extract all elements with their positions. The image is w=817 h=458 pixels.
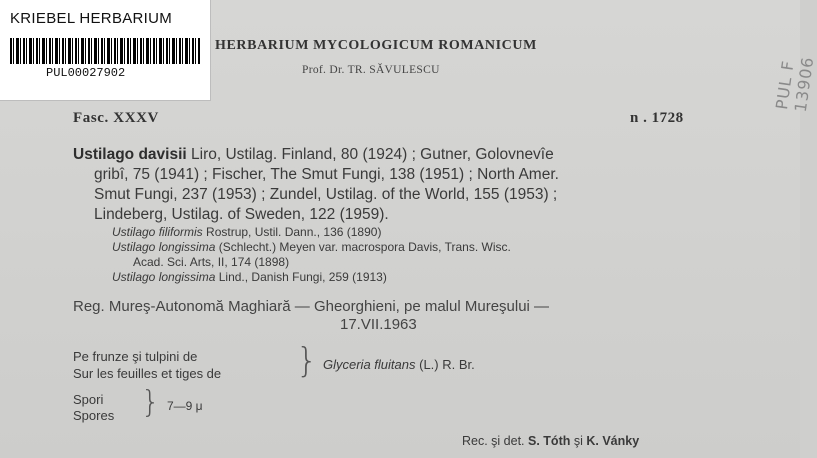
synonym-1: Ustilago filiformis Rostrup, Ustil. Dann., 136 (1890) [112, 225, 382, 239]
fascicle-label: Fasc. XXXV [73, 110, 159, 126]
spores-brace: } [141, 385, 161, 420]
synonym-2: Ustilago longissima (Schlecht.) Meyen var. macrospora Davis, Trans. Wisc. [112, 240, 511, 254]
synonym-3: Ustilago longissima Lind., Danish Fungi, 259 (1913) [112, 270, 387, 284]
spores-label-ro: Spori [73, 392, 104, 407]
citation-line-2: gribî, 75 (1941) ; Fischer, The Smut Fungi, 138 (1951) ; North Amer. [94, 166, 559, 183]
host-species: Glyceria fluitans [323, 357, 416, 372]
specimen-barcode-label [0, 0, 211, 101]
host-label-ro: Pe frunze şi tulpini de [73, 349, 198, 364]
host-brace: } [296, 341, 318, 381]
specimen-number: n . 1728 [630, 110, 684, 126]
citation-line-4: Lindeberg, Ustilag. of Sweden, 122 (1959). [94, 206, 389, 223]
collector-conj: şi [573, 434, 583, 448]
herbarium-title: HERBARIUM MYCOLOGICUM ROMANICUM [215, 38, 537, 53]
collection-date: 17.VII.1963 [340, 316, 417, 333]
institution-name: KRIEBEL HERBARIUM [10, 10, 173, 27]
host-label-fr: Sur les feuilles et tiges de [73, 366, 222, 381]
citation-line-3: Smut Fungi, 237 (1953) ; Zundel, Ustilag. of the World, 155 (1953) ; [94, 186, 558, 203]
collector-1: S. Tóth [528, 434, 571, 448]
collector-prefix: Rec. şi det. [462, 434, 525, 448]
host-authority: (L.) R. Br. [419, 357, 475, 372]
taxon-line-1 [73, 146, 554, 164]
locality-line-1: Reg. Mureş-Autonomă Maghiară — Gheorghieni, pe malul Mureşului — [73, 298, 550, 315]
spores-label-fr: Spores [73, 408, 115, 423]
taxon-name: Ustilago davisii [73, 146, 187, 163]
collector-2: K. Vánky [586, 434, 640, 448]
collector-line [462, 434, 639, 448]
synonym-2-cont: Acad. Sci. Arts, II, 174 (1898) [133, 255, 290, 269]
editor-name: Prof. Dr. TR. SĂVULESCU [302, 64, 440, 76]
host-species-line [323, 357, 475, 372]
spore-size: 7—9 μ [167, 399, 203, 413]
citation-line-1: Liro, Ustilag. Finland, 80 (1924) ; Gutner, Golovnevîe [191, 146, 554, 163]
barcode-graphic [10, 38, 200, 64]
barcode-number: PUL00027902 [46, 66, 126, 80]
handwritten-accession: PUL F 13906 [772, 55, 817, 114]
